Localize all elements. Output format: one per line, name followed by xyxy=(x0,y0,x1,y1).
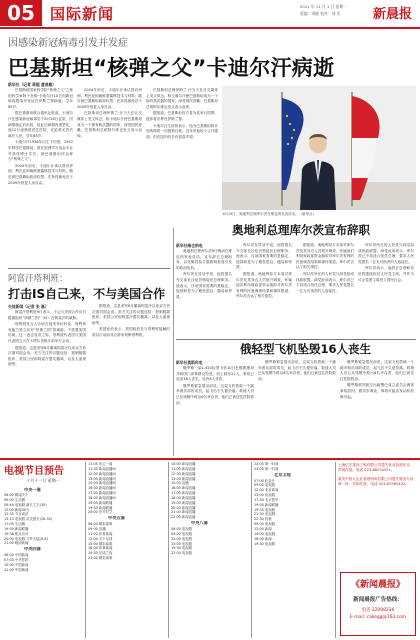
tv-channel-name: 中央四套 xyxy=(24,547,41,552)
story2-byline: 新华社维也纳电 xyxy=(176,243,203,248)
story2-paragraph: 据报道，奥地利检方本周对库尔茨及其身边人员展开调查，怀疑他们利用财政部资金换取对库尔茨有利的民意调查结果和媒体报道。库尔茨否认了相关指控。 xyxy=(296,243,354,270)
tv-listing: 06:00 精彩赛事 xyxy=(88,522,113,527)
tv-listing: 12:00 北京新闻 xyxy=(254,488,279,493)
tv-listing: 09:00 电视剧 xyxy=(254,522,276,527)
story3-column-1 xyxy=(8,310,86,456)
story4-column-3 xyxy=(340,360,414,456)
tv-listing: 19:30 新闻联播 xyxy=(88,505,113,510)
story1-byline: 新华社（记者 蒋超 唐昌敏） xyxy=(8,82,57,87)
tv-listing: 12:00 天下足球 xyxy=(88,536,113,541)
classified-ads xyxy=(338,463,416,567)
story4-paragraph: 俄罗斯紧急情况部说，这架飞机搭载一个跳伞俱乐部的成员，起飞后不久便坠落。救援人员已从残骸中救出6名幸存者，他们已被送往医院救治。 xyxy=(258,360,336,381)
tv-listing: 07:00 中华医药 xyxy=(4,557,29,562)
story4-paragraph: 俄罗斯联邦航空运输署已成立委员会调查事故原因。据初步调查，事故可能由发动机故障引起。 xyxy=(340,383,414,399)
tv-listing: 23:00 第一时间 xyxy=(254,466,279,471)
story2-paragraph: 库尔茨在讲话中说，他将提名外交部长沙伦贝格接任总理职务。他表示，目前国家需要的是稳定，他辞职是为了避免混乱、僵局和停滞。 xyxy=(236,243,292,270)
story2-paragraph: 库尔茨在讲话中说，他将提名外交部长沙伦贝格接任总理职务。他表示，目前国家需要的是稳定，他辞职是为了避免混乱、僵局和停滞。 xyxy=(176,272,232,299)
story1-paragraph: 巴基斯坦总理伊姆兰·汗当天在社交媒体上发文悼念，称卡迪尔汗使巴基斯坦成为一个拥有核武器的国家，深受国民爱戴。巴基斯坦总统阿尔维也发文表示哀悼。 xyxy=(146,88,218,109)
tv-listing: 09:00 生活圈 xyxy=(4,497,26,502)
ad-box-line: E-mail: cakegg@163.com xyxy=(350,615,406,620)
story4-paragraph: 俄罗斯紧急情况部说，这架飞机搭载一个跳伞俱乐部的成员，起飞后不久便坠落。救援人员已从残骸中救出6名幸存者，他们已被送往医院救治。 xyxy=(340,360,414,381)
story3-kicker: 阿富汗塔利班： xyxy=(8,274,68,284)
masthead-editor: 责编：刘晓 校对：刘 军 xyxy=(300,11,341,16)
tv-listing: 11:30 新闻直播间 xyxy=(88,466,116,471)
tv-channel-name: 中央八套 xyxy=(191,521,208,526)
story4-paragraph: 俄罗斯紧急情况部说，这架飞机搭载一个跳伞俱乐部的成员，起飞后不久便坠落。救援人员已从残骸中救出6名幸存者，他们已被送往医院救治。 xyxy=(176,383,254,405)
tv-column-far xyxy=(254,462,332,638)
classified-ad: 上海亿宏建设工程有限公司遗失营业执照正本，声明作废。电话 023-88234521。 xyxy=(338,463,414,473)
tv-listing: 21:00 新闻直播 xyxy=(171,510,196,515)
story2-paragraph: 库尔茨所在的人民党与绿党组成执政联盟。绿党此前表示，库尔茨已不再适合担任总理，要求人民党提名一位无可指责的人选接任。 xyxy=(358,243,414,264)
tv-header xyxy=(4,462,82,484)
story2-column-1 xyxy=(176,249,232,337)
story2-headline: 奥地利总理库尔茨宣布辞职 xyxy=(232,223,370,237)
tv-listing: 12:00 新闻直播间 xyxy=(88,471,116,476)
tv-listing: 06:00 电视剧 xyxy=(171,526,193,531)
masthead-date: 2021 年 11 月 1 日 星期一 xyxy=(300,4,347,9)
story3-paragraph: 塔利班发言人沙欣在接受采访时说，塔利班有能力独立应对“伊斯兰国”的威胁，不需要美国协助。这一表态发出之际，塔利班代表团与美国代表团当天在卡塔尔首都多哈举行会谈。 xyxy=(8,322,86,343)
tv-listing: 21:00 晚间新闻 xyxy=(4,541,29,546)
tv-listing: 15:00 精彩赛事 xyxy=(88,541,113,546)
story4-column-2 xyxy=(258,360,336,456)
tv-title: 电视节目预告 xyxy=(4,466,64,477)
story1-paragraph: 2004年前后，卡迪尔汗承认曾向伊朗、利比亚和朝鲜泄露核技术与材料，随后被巴基斯坦政府软禁，在获得赦免后于2009年恢复人身自由。 xyxy=(77,88,142,109)
tv-listing: 11:00 新闻直播 xyxy=(171,466,196,471)
tv-listing: 15:00 新闻直播间 xyxy=(88,481,116,486)
tv-listing: 06:00 中国新闻 xyxy=(4,553,29,558)
story4-byline: 新华社莫斯科电 xyxy=(176,360,203,365)
tv-listing: 21:00 精彩赛事 xyxy=(88,556,113,561)
tv-date: 十月十一日 星期一 xyxy=(26,478,60,483)
tv-listing: 17:00 新闻直播 xyxy=(171,491,196,496)
tv-listing: 19:35 电视剧 xyxy=(254,507,276,512)
story2-paragraph: 奥地利总理库尔茨9日晚间在维也纳发表讲话，宣布辞去总理职务，以化解因检方腐败调查而引发的政治危机。 xyxy=(176,249,232,270)
tv-listing: 13:13 电视剧 杂交团长(26-30) xyxy=(4,517,53,522)
story3-paragraph: 阿富汗塔利班9日表示，不会与美国合作应对极端组织“伊斯兰国”（IS）在阿富汗的威胁。 xyxy=(8,310,86,320)
story4-paragraph: 俄罗斯一架L-410轻型飞机10日在鞑靼斯坦共和国门泽林斯克坠毁，机上载有22人，事故已造成16人丧生，另有6人受伤。 xyxy=(176,366,254,382)
story4-headline: 俄轻型飞机坠毁16人丧生 xyxy=(240,342,372,356)
story1-paragraph: 卡迪尔汗生前曾表示，他为巴基斯坦核计划所做的一切感到自豪。近年来他较少公开露面，但在国内仍享有很高声望。 xyxy=(146,123,218,139)
story1-column-2 xyxy=(77,88,142,266)
tv-listing: 21:30 电视剧 xyxy=(254,512,276,517)
tv-listing: 19:00 新闻联播 xyxy=(88,500,113,505)
tv-listing: 12:00 中国新闻 xyxy=(4,567,29,572)
section-divider xyxy=(176,339,416,340)
section-title: 国际新闻 xyxy=(50,5,115,23)
tv-listing: 10:00 中国新闻 xyxy=(4,562,29,567)
tv-listing: 11:00 体育新闻 xyxy=(88,531,113,536)
tv-listing: 12:00 新闻30分 xyxy=(4,507,30,512)
story1-headline: 巴基斯坦“核弹之父”卡迪尔汗病逝 xyxy=(8,56,335,80)
column-rule xyxy=(85,462,86,638)
tv-column-right xyxy=(171,462,249,638)
story2-column-2 xyxy=(236,243,292,337)
tv-listing: 18:00 体育新闻 xyxy=(88,546,113,551)
tv-listing: 12:35 今日说法 xyxy=(4,512,29,517)
kurz-photo xyxy=(222,86,416,210)
tv-column-mid xyxy=(88,462,166,638)
story1-paragraph: 巴基斯坦总理伊姆兰·汗当天在社交媒体上发文悼念，称卡迪尔汗使巴基斯坦成为一个拥有核武器的国家，深受国民爱戴。巴基斯坦总统阿尔维也发文表示哀悼。 xyxy=(77,111,142,138)
tv-listing: 06:00 朝闻天下 xyxy=(4,493,29,497)
tv-section-rule xyxy=(0,458,420,460)
story1-paragraph: 2004年前后，卡迪尔汗承认曾向伊朗、利比亚和朝鲜泄露核技术与材料，随后被巴基斯坦政府软禁，在获得赦免后于2009年恢复人身自由。 xyxy=(8,163,73,185)
tv-listing: 22:00 电视剧 xyxy=(171,551,193,556)
tv-listing: 15:00 直播 xyxy=(171,481,189,486)
tv-listing: 09:49 电视剧 新九丈夫(30) xyxy=(4,502,47,507)
ad-box-line: 新闻晨报广告热线： xyxy=(353,597,403,603)
story1-paragraph: 巴基斯坦国家科学院“核弹之父”之称的科学家阿卜杜勒·卡迪尔汗10日因新冠病毒感染并发症在伊斯兰堡病逝，享年85岁。 xyxy=(8,88,73,109)
tv-listing: 09:00 电视剧 xyxy=(254,483,276,488)
tv-listing: 12:30 新闻直播 xyxy=(171,471,196,476)
tv-listing: 18:00 新闻直播 xyxy=(171,495,196,500)
story3-column-2 xyxy=(92,304,170,456)
tv-listing: 18:00 新闻 xyxy=(254,536,272,541)
tv-listing: 19:38 焦点访谈 xyxy=(4,531,29,536)
tv-listing: 11:05 风云一周 xyxy=(88,462,113,466)
story2-column-3 xyxy=(296,243,354,337)
story2-paragraph: 据报道，奥地利检方本周对库尔茨及其身边人员展开调查，怀疑他们利用财政部资金换取对库尔茨有利的民意调查结果和媒体报道。库尔茨否认了相关指控。 xyxy=(236,271,292,299)
tv-listing: 12:00 新闻 xyxy=(254,526,272,531)
tv-listing: 20:00 新闻直播 xyxy=(171,505,196,510)
photo-caption: 10月9日，奥地利总理库尔茨在维也纳发表讲话。（新华社） xyxy=(222,212,317,216)
ad-box xyxy=(340,572,416,636)
tv-listing: 20:00 东方时空 xyxy=(88,510,113,515)
story2-column-4 xyxy=(358,243,414,337)
tv-listing: 12:00 电视剧 xyxy=(171,536,193,541)
tv-listing: 16:00 新闻直播 xyxy=(171,486,196,491)
story1-paragraph: 据报道，巴基斯坦官方将为其举行国葬，遗体将安葬在伊斯兰堡。 xyxy=(146,111,218,121)
page-number-badge: 05 xyxy=(0,0,42,26)
tv-listing: 07:00 纪录片 xyxy=(254,478,276,483)
tv-listing: 19:30 足球之夜 xyxy=(88,551,113,556)
tv-listing: 19:30 电视剧 xyxy=(254,541,276,546)
tv-listing: 13:00 新闻直播间 xyxy=(88,476,116,481)
tv-listing: 13:00 新闻直播 xyxy=(171,476,196,481)
newspaper-logo: 新晨报 xyxy=(373,7,413,22)
story1-paragraph: 据巴基斯坦联合通讯社报道，卡迪尔汗在感染新冠病毒后于8月26日住院，因病情稳定后出院，但此后病情再度恶化。他10日凌晨被送往医院，在抢救无效后离开人世，享年85岁。 xyxy=(8,111,73,138)
tv-listing: 19:00 新闻直播 xyxy=(171,500,196,505)
column-rule xyxy=(173,228,174,456)
story2-paragraph: 库尔茨所在的人民党与绿党组成执政联盟。绿党此前表示，库尔茨已不再适合担任总理，要求人民党提名一位无可指责的人选接任。 xyxy=(296,271,354,293)
tv-listing: 17:05 生活圈 xyxy=(4,522,26,527)
tv-listing: 22:00 第一时间 xyxy=(254,462,279,466)
section-divider xyxy=(8,268,170,269)
photo-illustration xyxy=(222,86,416,210)
story1-column-3 xyxy=(146,88,218,266)
story1-paragraph: 卡迪尔汗1936年出生于印度，1952年移居巴基斯坦，曾在欧洲学习冶金专业并获得博士学位，被巴基斯坦民众称为“核弹之父”。 xyxy=(8,140,73,162)
tv-listing: 14:00 电视剧 xyxy=(254,531,276,536)
story3-paragraph: 美国此前表示，美国政府在与塔利班接触时将以行动而非言辞来判断塔利班。 xyxy=(92,327,170,337)
story2-paragraph: 库尔茨表示，他辞去总理职务后将继续担任人民党主席，并作为议会党团主席进入国民议会。 xyxy=(358,266,414,282)
story3-paragraph: 据报道，这是美军8月撤离阿富汗以来双方首次面对面会谈。美方关注的议题包括：遏制极端组织、美国公民和阿富汗盟友撤离，以及人道援助等。 xyxy=(8,345,86,367)
tv-listing: 10:00 新闻直播 xyxy=(171,462,196,466)
tv-listing: 19:00 新闻联播 xyxy=(254,502,279,507)
story1-column-1 xyxy=(8,88,73,266)
tv-column-left xyxy=(4,493,82,638)
story4-column-1 xyxy=(176,366,254,456)
ad-box-title: 《新闻晨报》 xyxy=(350,580,405,590)
story3-paragraph: 据报道，这是美军8月撤离阿富汗以来双方首次面对面会谈。美方关注的议题包括：遏制极端组织、美国公民和阿富汗盟友撤离，以及人道援助等。 xyxy=(92,304,170,325)
tv-listing: 19:30 电视剧 xyxy=(171,546,193,551)
ad-box-line: 电话 22098236 xyxy=(361,608,395,613)
story3-byline: 央视新闻（记者 张 磊） xyxy=(8,304,49,309)
story3-headline: 打击IS自己来，不与美国合作 xyxy=(8,287,166,301)
tv-listing: 13:00 电视剧 xyxy=(254,493,276,498)
tv-listing: 09:00 电视剧 xyxy=(171,531,193,536)
tv-listing: 17:30 北京您早 xyxy=(254,497,279,502)
masthead-rule xyxy=(0,27,420,29)
column-rule xyxy=(251,462,252,638)
classified-ad: 重庆中智元企业管理咨询有限公司遗失财务专用章一枚，声明作废。电话 023-87965432。 xyxy=(338,476,414,487)
tv-channel-name: 中央一套 xyxy=(24,487,41,492)
tv-listing: 19:00 新闻联播 xyxy=(4,526,29,531)
tv-channel-name: 中央五套 xyxy=(108,516,125,521)
tv-listing: 17:00 新闻直播间 xyxy=(88,491,116,496)
column-rule xyxy=(335,462,336,638)
tv-listing: 22:30 档案 xyxy=(254,517,272,522)
tv-listing: 20:00 电视剧 斗罗大陆(5-6) xyxy=(4,536,48,541)
column-rule xyxy=(168,462,169,638)
tv-listing: 22:00 新闻直播 xyxy=(171,515,196,520)
story1-kicker: 因感染新冠病毒引发并发症 xyxy=(8,38,128,49)
tv-listing: 18:00 新闻直播间 xyxy=(88,495,116,500)
tv-listing: 09:00 直播 xyxy=(88,526,106,531)
tv-listing: 15:00 电视剧 xyxy=(171,541,193,546)
tv-listing: 16:00 新闻直播间 xyxy=(88,486,116,491)
tv-channel-name: 北京卫视 xyxy=(274,472,291,477)
